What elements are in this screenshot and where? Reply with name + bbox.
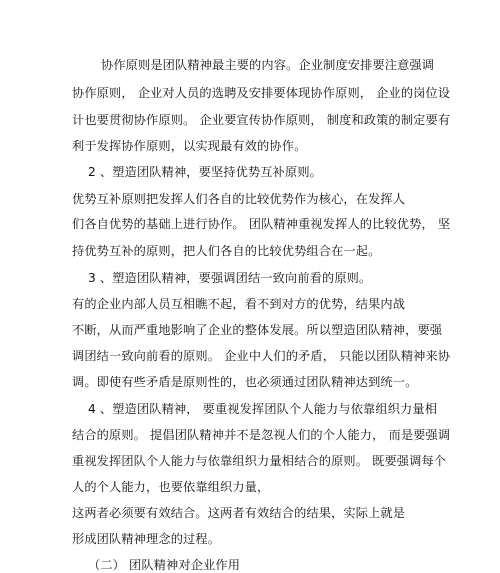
paragraph-line: 人的个人能力，也要依靠组织力量， — [72, 480, 270, 494]
paragraph-line: 调。即使有些矛盾是原则性的，也必须通过团队精神达到统一。 — [72, 375, 418, 389]
paragraph-line: 不断，从而严重地影响了企业的整体发展。所以塑造团队精神，要强 — [72, 323, 443, 337]
paragraph-line: 利于发挥协作原则，以实现最有效的协作。 — [72, 139, 307, 153]
section-heading-cut-off: （二） 团队精神对企业作用 — [88, 558, 241, 572]
paragraph-line: 们各自优势的基础上进行协作。 团队精神重视发挥人的比较优势， 坚 — [72, 217, 451, 231]
paragraph-line: 协作原则是团队精神最主要的内容。企业制度安排要注意强调 — [101, 58, 435, 72]
section-heading-4: 4 、塑造团队精神， 要重视发挥团队个人能力与依靠组织力量相 — [88, 402, 438, 416]
paragraph-line: 持优势互补的原则，把人们各自的比较优势组合在一起。 — [72, 244, 381, 258]
paragraph-line: 这两者必须要有效结合。这两者有效结合的结果，实际上就是 — [72, 506, 406, 520]
paragraph-line: 重视发挥团队个人能力与依靠组织力量相结合的原则。 既要强调每个 — [72, 454, 447, 468]
paragraph-line: 优势互补原则把发挥人们各自的比较优势作为核心，在发挥人 — [72, 192, 406, 206]
section-heading-2: 2 、塑造团队精神，要坚持优势互补原则。 — [88, 165, 323, 179]
paragraph-line: 形成团队精神理念的过程。 — [72, 532, 221, 546]
section-heading-3: 3 、塑造团队精神，要强调团结一致向前看的原则。 — [88, 271, 372, 285]
paragraph-line: 结合的原则。 提倡团队精神并不是忽视人们的个人能力， 而是要强调 — [72, 428, 451, 442]
paragraph-line: 计也要贯彻协作原则。 企业要宣传协作原则， 制度和政策的制定要有 — [72, 113, 451, 127]
paragraph-line: 有的企业内部人员互相瞧不起，看不到对方的优势，结果内战 — [72, 297, 406, 311]
paragraph-line: 调团结一致向前看的原则。 企业中人们的矛盾， 只能以团队精神来协 — [72, 349, 451, 363]
paragraph-line: 协作原则， 企业对人员的选聘及安排要体现协作原则， 企业的岗位设 — [72, 86, 451, 100]
